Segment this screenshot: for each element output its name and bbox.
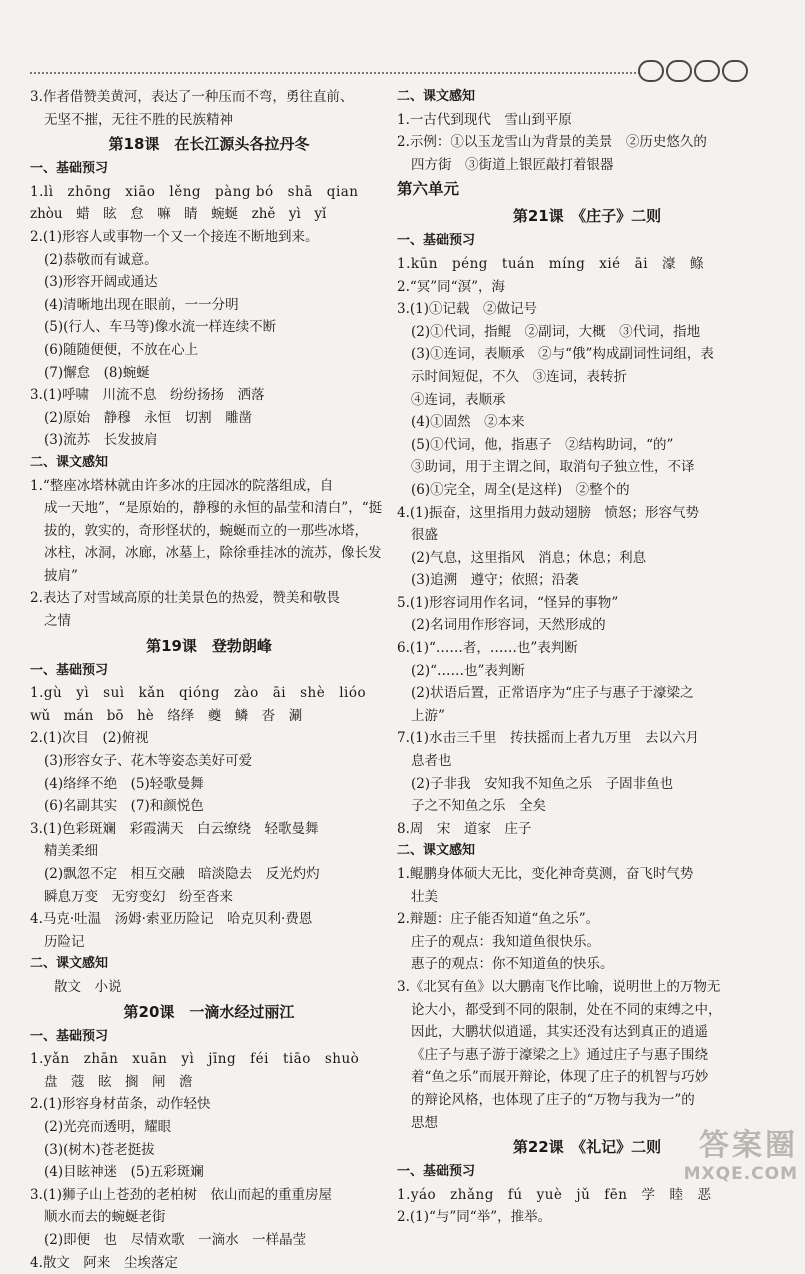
answer-line: (4)清晰地出现在眼前，一一分明 [30, 294, 388, 317]
section-heading: 二、课文感知 [30, 953, 388, 976]
answer-line: zhòu 蜡 眩 怠 嘛 睛 蜿蜒 zhě yì yǐ [30, 203, 388, 226]
answer-line: 思想 [397, 1112, 777, 1135]
answer-line: (2)恭敬而有诚意。 [30, 249, 388, 272]
answer-line: 四方街 ③街道上银匠敲打着银器 [397, 154, 777, 177]
watermark [648, 1128, 798, 1192]
answer-line: 《庄子与惠子游于濠梁之上》通过庄子与惠子围绕 [397, 1044, 777, 1067]
answer-line: 很盛 [397, 524, 777, 547]
answer-line: 着“鱼之乐”而展开辩论，体现了庄子的机智与巧妙 [397, 1066, 777, 1089]
answer-line: 示时间短促，不久 ③连词，表转折 [397, 366, 777, 389]
four-circles-logo-icon [638, 58, 756, 84]
section-heading: 一、基础预习 [397, 1161, 777, 1184]
answer-line: 3.作者借赞美黄河，表达了一种压而不弯，勇往直前、 [30, 86, 388, 109]
answer-line: (2)①代词，指鲲 ②副词，大概 ③代词，指地 [397, 321, 777, 344]
answer-line: 历险记 [30, 931, 388, 954]
section-heading: 一、基础预习 [397, 230, 777, 253]
answer-line: 5.(1)形容词用作名词，“怪异的事物” [397, 592, 777, 615]
answer-line: (2)原始 静穆 永恒 切割 雕凿 [30, 407, 388, 430]
answer-line: 3.《北冥有鱼》以大鹏南飞作比喻，说明世上的万物无 [397, 976, 777, 999]
answer-line: 披肩” [30, 565, 388, 588]
answer-line: 壮美 [397, 886, 777, 909]
answer-line: (7)懈怠 (8)蜿蜒 [30, 362, 388, 385]
lesson-title: 第19课 登勃朗峰 [30, 633, 388, 660]
answer-line: 2.“冥”同“溟”，海 [397, 276, 777, 299]
watermark-text: 答案圈 [648, 1128, 798, 1164]
answer-line: 顺水而去的蜿蜒老街 [30, 1206, 388, 1229]
answer-line: (2)子非我 安知我不知鱼之乐 子固非鱼也 [397, 773, 777, 796]
answer-line: (3)追溯 遵守；依照；沿袭 [397, 569, 777, 592]
answer-line: (6)名副其实 (7)和颜悦色 [30, 795, 388, 818]
answer-line: 1.“整座冰塔林就由许多冰的庄园冰的院落组成，自 [30, 475, 388, 498]
lesson-title: 第22课 《礼记》二则 [397, 1134, 777, 1161]
answer-line: 2.示例：①以玉龙雪山为背景的美景 ②历史悠久的 [397, 131, 777, 154]
answer-line: 惠子的观点：你不知道鱼的快乐。 [397, 953, 777, 976]
answer-line: 成一天地”，“是原始的，静穆的永恒的晶莹和清白”，“挺 [30, 497, 388, 520]
watermark-url: MXQE.COM [648, 1164, 798, 1184]
answer-line: 3.(1)色彩斑斓 彩霞满天 白云缭绕 轻歌曼舞 [30, 818, 388, 841]
answer-line: 1.一古代到现代 雪山到平原 [397, 109, 777, 132]
answer-line: (4)①固然 ②本来 [397, 411, 777, 434]
answer-line: (2)名词用作形容词，天然形成的 [397, 614, 777, 637]
answer-line: (2)光亮而透明，耀眼 [30, 1116, 388, 1139]
section-heading: 二、课文感知 [397, 840, 777, 863]
answer-line: 2.(1)次目 (2)俯视 [30, 727, 388, 750]
answer-line: 的辩论风格，也体现了庄子的“万物与我为一”的 [397, 1089, 777, 1112]
answer-line: 之情 [30, 610, 388, 633]
answer-line: (2)即便 也 尽情欢歌 一滴水 一样晶莹 [30, 1229, 388, 1252]
lesson-title: 第21课 《庄子》二则 [397, 203, 777, 230]
answer-line: 4.(1)振奋，这里指用力鼓动翅膀 愤怒；形容气势 [397, 502, 777, 525]
answer-line: 散文 小说 [30, 976, 388, 999]
answer-line: 论大小，都受到不同的限制，处在不同的束缚之中， [397, 999, 777, 1022]
answer-line: (2)飘忽不定 相互交融 暗淡隐去 反光灼灼 [30, 863, 388, 886]
answer-line: (2)状语后置，正常语序为“庄子与惠子于濠梁之 [397, 682, 777, 705]
right-column [397, 86, 777, 1229]
answer-line: 4.散文 阿来 尘埃落定 [30, 1252, 388, 1274]
answer-line: 3.(1)①记载 ②做记号 [397, 298, 777, 321]
answer-line: (6)①完全，周全(是这样) ②整个的 [397, 479, 777, 502]
answer-line: (4)络绎不绝 (5)轻歌曼舞 [30, 773, 388, 796]
answer-line: 2.(1)形容身材苗条，动作轻快 [30, 1093, 388, 1116]
answer-line: 8.周 宋 道家 庄子 [397, 818, 777, 841]
lesson-title: 第18课 在长江源头各拉丹冬 [30, 131, 388, 158]
answer-line: 庄子的观点：我知道鱼很快乐。 [397, 931, 777, 954]
section-heading: 一、基础预习 [30, 158, 388, 181]
section-heading: 一、基础预习 [30, 660, 388, 683]
answer-line: 2.表达了对雪域高原的壮美景色的热爱，赞美和敬畏 [30, 587, 388, 610]
answer-line: (6)随随便便，不放在心上 [30, 339, 388, 362]
answer-line: 拔的，敦实的，奇形怪状的，蜿蜒而立的一那些冰塔， [30, 520, 388, 543]
answer-line: 7.(1)水击三千里 抟扶摇而上者九万里 去以六月 [397, 727, 777, 750]
answer-line: (3)形容开阔或通达 [30, 271, 388, 294]
answer-line: 盘 蔻 眩 搁 闸 澹 [30, 1071, 388, 1094]
answer-line: (5)①代词，他，指惠子 ②结构助词，“的” [397, 434, 777, 457]
answer-line: (3)(树木)苍老挺拔 [30, 1139, 388, 1162]
answer-line: 冰柱，冰洞，冰廊，冰墓上，除徐垂挂冰的流苏，像长发 [30, 542, 388, 565]
answer-line: 3.(1)狮子山上苍劲的老柏树 依山而起的重重房屋 [30, 1184, 388, 1207]
answer-line: 上游” [397, 705, 777, 728]
answer-line: 1.lì zhōng xiāo lěng pàng bó shā qian [30, 181, 388, 204]
answer-line: 3.(1)呼啸 川流不息 纷纷扬扬 洒落 [30, 384, 388, 407]
answer-line: 4.马克·吐温 汤姆·索亚历险记 哈克贝利·费恩 [30, 908, 388, 931]
answer-line: 1.gù yì suì kǎn qióng zào āi shè lióo [30, 682, 388, 705]
left-column [30, 86, 388, 1274]
section-heading: 一、基础预习 [30, 1026, 388, 1049]
answer-line: (3)流苏 长发披肩 [30, 429, 388, 452]
answer-line: (3)①连词，表顺承 ②与“俄”构成副词性词组，表 [397, 343, 777, 366]
answer-line: 1.yǎn zhān xuān yì jīng féi tiāo shuò [30, 1048, 388, 1071]
answer-line: 因此，大鹏状似逍遥，其实还没有达到真正的逍遥 [397, 1021, 777, 1044]
answer-line: ③助词，用于主谓之间，取消句子独立性，不译 [397, 456, 777, 479]
top-dotted-rule [30, 72, 640, 74]
answer-line: 6.(1)“……者，……也”表判断 [397, 637, 777, 660]
section-heading: 二、课文感知 [397, 86, 777, 109]
answer-line: (2)气息，这里指风 消息；休息；利息 [397, 547, 777, 570]
answer-line: (5)(行人、车马等)像水流一样连续不断 [30, 316, 388, 339]
answer-line: 子之不知鱼之乐 全矣 [397, 795, 777, 818]
answer-line: (3)形容女子、花木等姿态美好可爱 [30, 750, 388, 773]
answer-line: 瞬息万变 无穷变幻 纷至沓来 [30, 886, 388, 909]
answer-line: 2.(1)“与”同“举”，推举。 [397, 1206, 777, 1229]
answer-line: 息者也 [397, 750, 777, 773]
answer-line: 1.鲲鹏身体硕大无比，变化神奇莫测，奋飞时气势 [397, 863, 777, 886]
answer-line: (2)“……也”表判断 [397, 660, 777, 683]
unit-title: 第六单元 [397, 176, 777, 203]
answer-line: 2.辩题：庄子能否知道“鱼之乐”。 [397, 908, 777, 931]
answer-line: 2.(1)形容人或事物一个又一个接连不断地到来。 [30, 226, 388, 249]
answer-line: (4)目眩神迷 (5)五彩斑斓 [30, 1161, 388, 1184]
answer-line: 精美柔细 [30, 840, 388, 863]
answer-line: 1.kūn péng tuán míng xié āi 濠 鲦 [397, 253, 777, 276]
section-heading: 二、课文感知 [30, 452, 388, 475]
answer-line: 1.yáo zhǎng fú yuè jǔ fēn 学 睦 恶 [397, 1184, 777, 1207]
answer-line: 无坚不摧，无往不胜的民族精神 [30, 109, 388, 132]
answer-line: ④连词，表顺承 [397, 389, 777, 412]
answer-line: wǔ mán bō hè 络绎 夔 鳞 沓 涮 [30, 705, 388, 728]
lesson-title: 第20课 一滴水经过丽江 [30, 999, 388, 1026]
